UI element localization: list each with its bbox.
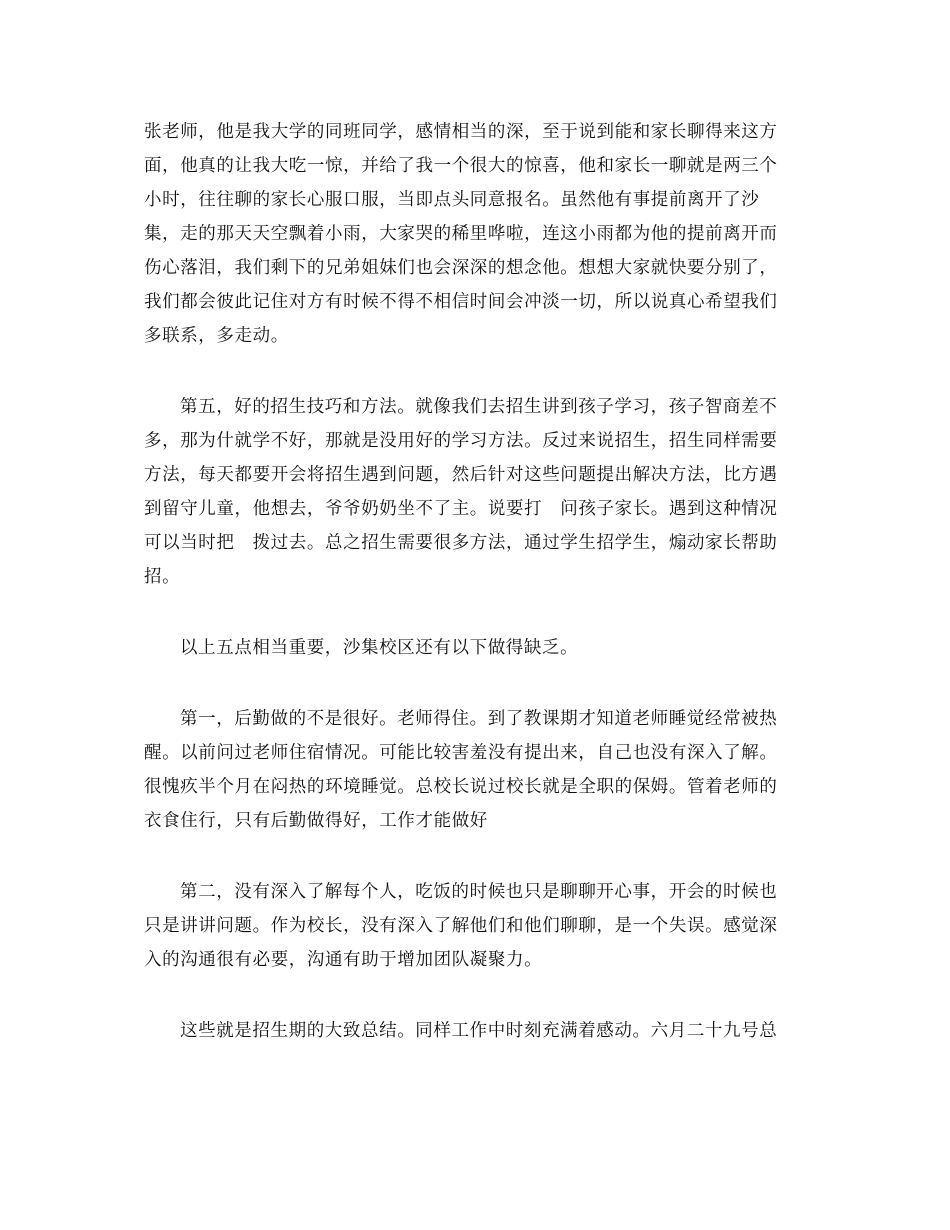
paragraph-spacer [144, 977, 804, 1014]
paragraph-spacer [144, 594, 804, 631]
paragraph-spacer [144, 665, 804, 702]
text-line: 以上五点相当重要，沙集校区还有以下做得缺乏。 [180, 638, 579, 658]
paragraph-conclusion [144, 1014, 804, 1048]
paragraph-spacer [144, 353, 804, 390]
text-line: 可以当时把 拨过去。总之招生需要很多方法，通过学生招学生，煽动家长帮助 [144, 533, 778, 553]
text-line: 这些就是招生期的大致总结。同样工作中时刻充满着感动。六月二十九号总 [180, 1021, 778, 1041]
text-line: 小时，往往聊的家长心服口服，当即点头同意报名。虽然他有事提前离开了沙 [144, 190, 760, 210]
text-line: 第五，好的招生技巧和方法。就像我们去招生讲到孩子学习，孩子智商差不 [180, 397, 778, 417]
text-line: 张老师，他是我大学的同班同学，感情相当的深，至于说到能和家长聊得来这方 [144, 122, 778, 142]
text-line: 很愧疚半个月在闷热的环境睡觉。总校长说过校长就是全职的保姆。管着老师的 [144, 777, 778, 797]
text-line: 只是讲讲问题。作为校长，没有深入了解他们和他们聊聊，是一个失误。感觉深 [144, 916, 778, 936]
document-page [144, 115, 804, 1048]
paragraph-spacer [144, 838, 804, 875]
text-line: 醒。以前问过老师住宿情况。可能比较害羞没有提出来，自己也没有深入了解。 [144, 743, 778, 763]
text-line: 方法，每天都要开会将招生遇到问题，然后针对这些问题提出解决方法，比方遇 [144, 465, 778, 485]
paragraph-shortcoming-one [144, 702, 804, 838]
text-line: 我们都会彼此记住对方有时候不得不相信时间会冲淡一切，所以说真心希望我们 [144, 292, 778, 312]
paragraph-summary-intro [144, 631, 804, 665]
text-line: 第一，后勤做的不是很好。老师得住。到了教课期才知道老师睡觉经常被热 [180, 709, 778, 729]
text-line: 入的沟通很有必要，沟通有助于增加团队凝聚力。 [144, 950, 543, 970]
text-line: 多，那为什就学不好，那就是没用好的学习方法。反过来说招生，招生同样需要 [144, 431, 778, 451]
text-line: 集，走的那天天空飘着小雨，大家哭的稀里哗啦，连这小雨都为他的提前离开而 [144, 224, 778, 244]
text-line: 衣食住行，只有后勤做得好，工作才能做好 [144, 811, 488, 831]
text-line: 招。 [144, 567, 181, 587]
text-line: 面，他真的让我大吃一惊，并给了我一个很大的惊喜，他和家长一聊就是两三个 [144, 156, 778, 176]
text-line: 伤心落泪，我们剩下的兄弟姐妹们也会深深的想念他。想想大家就快要分别了， [144, 258, 778, 278]
paragraph-shortcoming-two [144, 875, 804, 977]
paragraph-point-five [144, 390, 804, 594]
text-line: 第二，没有深入了解每个人，吃饭的时候也只是聊聊开心事，开会的时候也 [180, 882, 778, 902]
text-line: 多联系，多走动。 [144, 326, 289, 346]
paragraph-teacher-zhang [144, 115, 804, 353]
text-line: 到留守儿童，他想去，爷爷奶奶坐不了主。说要打 问孩子家长。遇到这种情况 [144, 499, 778, 519]
